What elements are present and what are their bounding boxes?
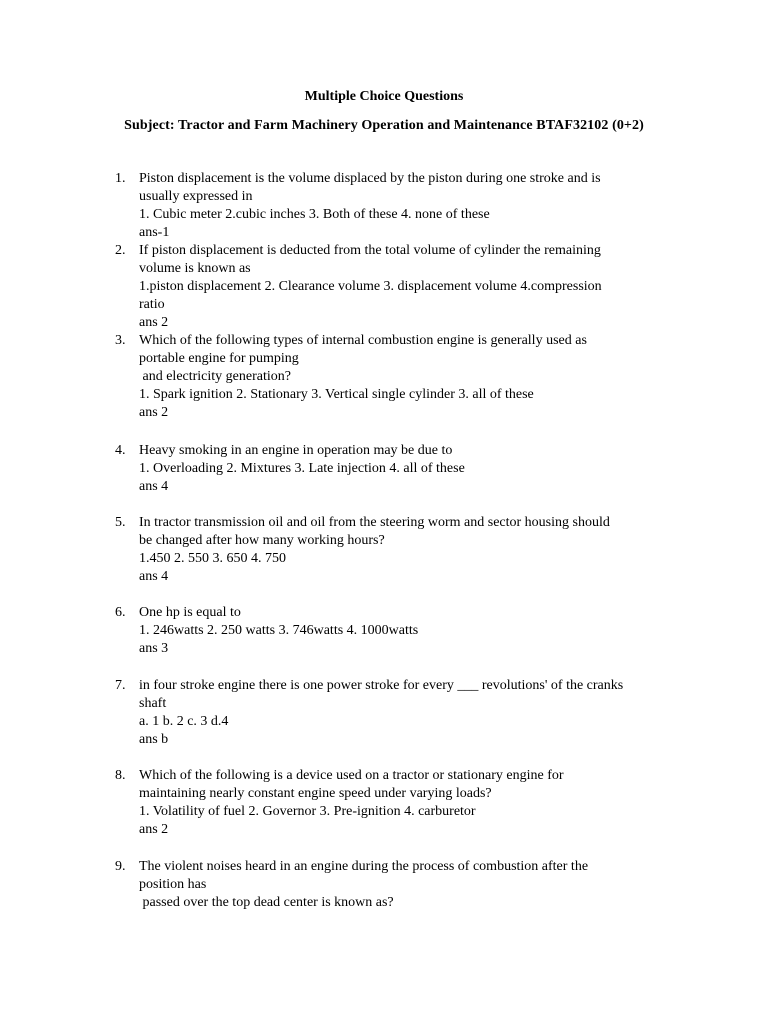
answer-options: 1. 246watts 2. 250 watts 3. 746watts 4. 1000watts — [139, 623, 419, 638]
answer-key: ans 4 — [139, 569, 169, 584]
question-body — [139, 514, 679, 586]
answer-options: ratio — [139, 297, 165, 312]
question-text: and electricity generation? — [139, 369, 291, 384]
question-text: passed over the top dead center is known as? — [139, 895, 394, 910]
question-text: volume is known as — [139, 261, 251, 276]
question-number: 8. — [115, 768, 126, 783]
answer-key: ans b — [139, 732, 169, 747]
question-text: The violent noises heard in an engine during the process of combustion after the — [139, 859, 589, 874]
question-body — [139, 767, 679, 839]
answer-options: a. 1 b. 2 c. 3 d.4 — [139, 714, 229, 729]
question-text: Heavy smoking in an engine in operation may be due to — [139, 443, 453, 458]
answer-key: ans 3 — [139, 641, 169, 656]
answer-options: 1. Volatility of fuel 2. Governor 3. Pre-ignition 4. carburetor — [139, 804, 476, 819]
question-body — [139, 242, 679, 332]
question-text: Which of the following types of internal combustion engine is generally used as — [139, 333, 587, 348]
answer-key: ans-1 — [139, 225, 170, 240]
question-text: One hp is equal to — [139, 605, 241, 620]
answer-key: ans 4 — [139, 479, 169, 494]
question-number: 7. — [115, 678, 126, 693]
question-text: If piston displacement is deducted from the total volume of cylinder the remaining — [139, 243, 601, 258]
question-text: be changed after how many working hours? — [139, 533, 385, 548]
question-body — [139, 170, 679, 242]
question-body — [139, 677, 679, 749]
question-text: maintaining nearly constant engine speed under varying loads? — [139, 786, 492, 801]
question-number: 2. — [115, 243, 126, 258]
answer-options: 1. Overloading 2. Mixtures 3. Late injection 4. all of these — [139, 461, 465, 476]
answer-options: 1. Cubic meter 2.cubic inches 3. Both of these 4. none of these — [139, 207, 490, 222]
question-number: 1. — [115, 171, 126, 186]
question-text: In tractor transmission oil and oil from the steering worm and sector housing should — [139, 515, 610, 530]
question-body — [139, 604, 679, 658]
question-body — [139, 332, 679, 422]
answer-options: 1.piston displacement 2. Clearance volume 3. displacement volume 4.compression — [139, 279, 602, 294]
answer-key: ans 2 — [139, 405, 169, 420]
answer-key: ans 2 — [139, 315, 169, 330]
question-text: in four stroke engine there is one power stroke for every ___ revolutions' of the cranks — [139, 678, 624, 693]
question-text: Which of the following is a device used on a tractor or stationary engine for — [139, 768, 564, 783]
question-body — [139, 858, 679, 912]
question-number: 5. — [115, 515, 126, 530]
subject-heading: Subject: Tractor and Farm Machinery Operation and Maintenance BTAF32102 (0+2) — [124, 118, 644, 133]
page-title: Multiple Choice Questions — [304, 89, 464, 104]
question-text: position has — [139, 877, 207, 892]
question-number: 4. — [115, 443, 126, 458]
answer-options: 1. Spark ignition 2. Stationary 3. Vertical single cylinder 3. all of these — [139, 387, 534, 402]
answer-key: ans 2 — [139, 822, 169, 837]
question-body — [139, 442, 679, 496]
question-text: portable engine for pumping — [139, 351, 299, 366]
question-text: Piston displacement is the volume displaced by the piston during one stroke and is — [139, 171, 601, 186]
question-number: 3. — [115, 333, 126, 348]
question-text: shaft — [139, 696, 167, 711]
answer-options: 1.450 2. 550 3. 650 4. 750 — [139, 551, 286, 566]
question-text: usually expressed in — [139, 189, 253, 204]
question-number: 6. — [115, 605, 126, 620]
question-number: 9. — [115, 859, 126, 874]
